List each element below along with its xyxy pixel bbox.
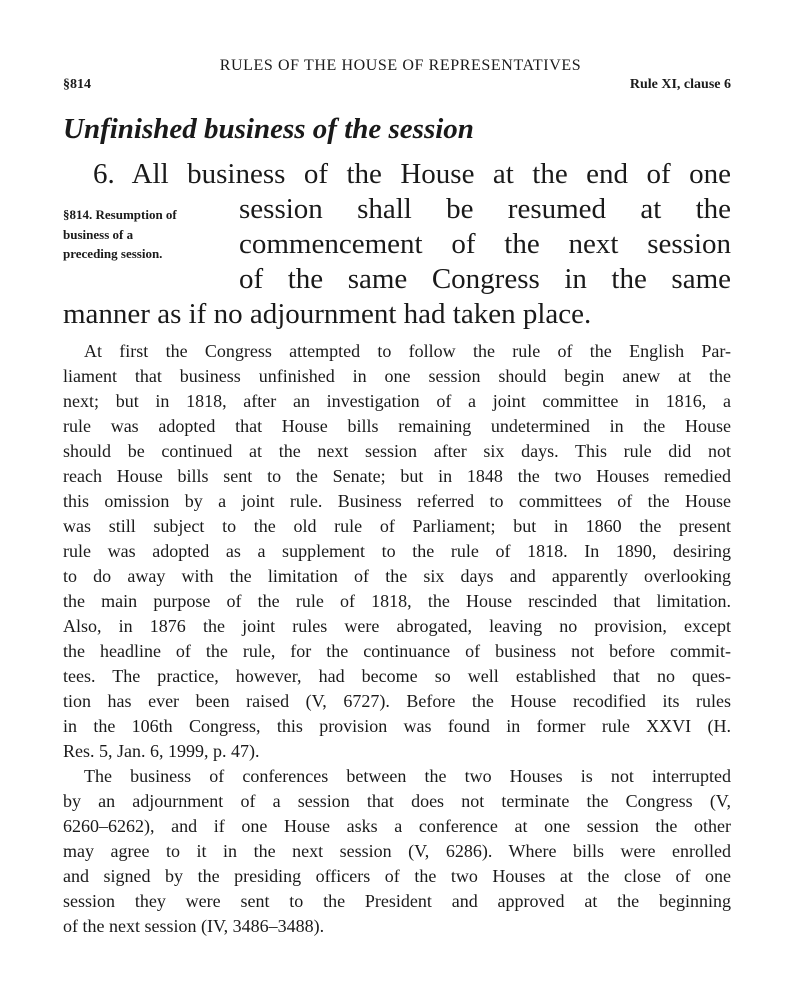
paragraph-line: At first the Congress attempted to follow the rule of the English Par- xyxy=(84,341,731,361)
paragraph-line: of the next session (IV, 3486–3488). xyxy=(63,916,325,936)
paragraph-line: 6260–6262), and if one House asks a conference at one session the other xyxy=(63,816,731,836)
paragraph-line: Res. 5, Jan. 6, 1999, p. 47). xyxy=(63,741,260,761)
margin-note-line: §814. Resumption of xyxy=(63,207,177,222)
paragraph-line: to do away with the limitation of the six days and apparently overlooking xyxy=(63,566,731,586)
rule-text-line: commencement of the next session xyxy=(239,228,731,260)
paragraph-line: by an adjournment of a session that does not terminate the Congress (V, xyxy=(63,791,731,811)
paragraph-line: should be continued at the next session after six days. This rule did not xyxy=(63,441,731,461)
commentary-paragraph-2 xyxy=(63,764,731,939)
section-number: §814 xyxy=(63,77,91,92)
paragraph-line: next; but in 1818, after an investigation of a joint committee in 1816, a xyxy=(63,391,731,411)
margin-note-line: business of a xyxy=(63,226,134,242)
paragraph-line: this omission by a joint rule. Business referred to committees of the House xyxy=(63,491,731,511)
paragraph-line: tion has ever been raised (V, 6727). Before the House recodified its rules xyxy=(63,691,731,711)
paragraph-line: rule was adopted as a supplement to the rule of 1818. In 1890, desiring xyxy=(63,541,731,561)
margin-note xyxy=(63,205,228,264)
paragraph-line: rule was adopted that House bills remaining undetermined in the House xyxy=(63,416,731,436)
paragraph-line: The business of conferences between the two Houses is not interrupted xyxy=(84,766,731,786)
paragraph-line: was still subject to the old rule of Parliament; but in 1860 the present xyxy=(63,516,731,536)
section-heading: Unfinished business of the session xyxy=(63,113,474,145)
rule-text-line: of the same Congress in the same xyxy=(239,263,731,295)
paragraph-line: Also, in 1876 the joint rules were abrogated, leaving no provision, except xyxy=(63,616,731,636)
rule-text-line: manner as if no adjournment had taken place. xyxy=(63,298,592,330)
paragraph-line: and signed by the presiding officers of the two Houses at the close of one xyxy=(63,866,731,886)
rule-reference: Rule XI, clause 6 xyxy=(629,77,731,92)
margin-note-line: preceding session. xyxy=(63,246,163,261)
paragraph-line: the main purpose of the rule of 1818, the House rescinded that limitation. xyxy=(63,591,731,611)
paragraph-line: session they were sent to the President and approved at the beginning xyxy=(63,891,731,911)
paragraph-line: in the 106th Congress, this provision was found in former rule XXVI (H. xyxy=(63,716,731,736)
paragraph-line: reach House bills sent to the Senate; but in 1848 the two Houses remedied xyxy=(63,466,731,486)
rule-text-line: 6. All business of the House at the end of one xyxy=(93,158,731,190)
commentary xyxy=(63,339,731,939)
paragraph-line: liament that business unfinished in one session should begin anew at the xyxy=(63,366,731,386)
rule-text-line: session shall be resumed at the xyxy=(239,193,731,225)
commentary-paragraph-1 xyxy=(63,339,731,764)
paragraph-line: may agree to it in the next session (V, 6286). Where bills were enrolled xyxy=(63,841,731,861)
paragraph-line: tees. The practice, however, had become so well established that no ques- xyxy=(63,666,731,686)
paragraph-line: the headline of the rule, for the continuance of business not before commit- xyxy=(63,641,731,661)
running-header-title: RULES OF THE HOUSE OF REPRESENTATIVES xyxy=(219,57,582,74)
